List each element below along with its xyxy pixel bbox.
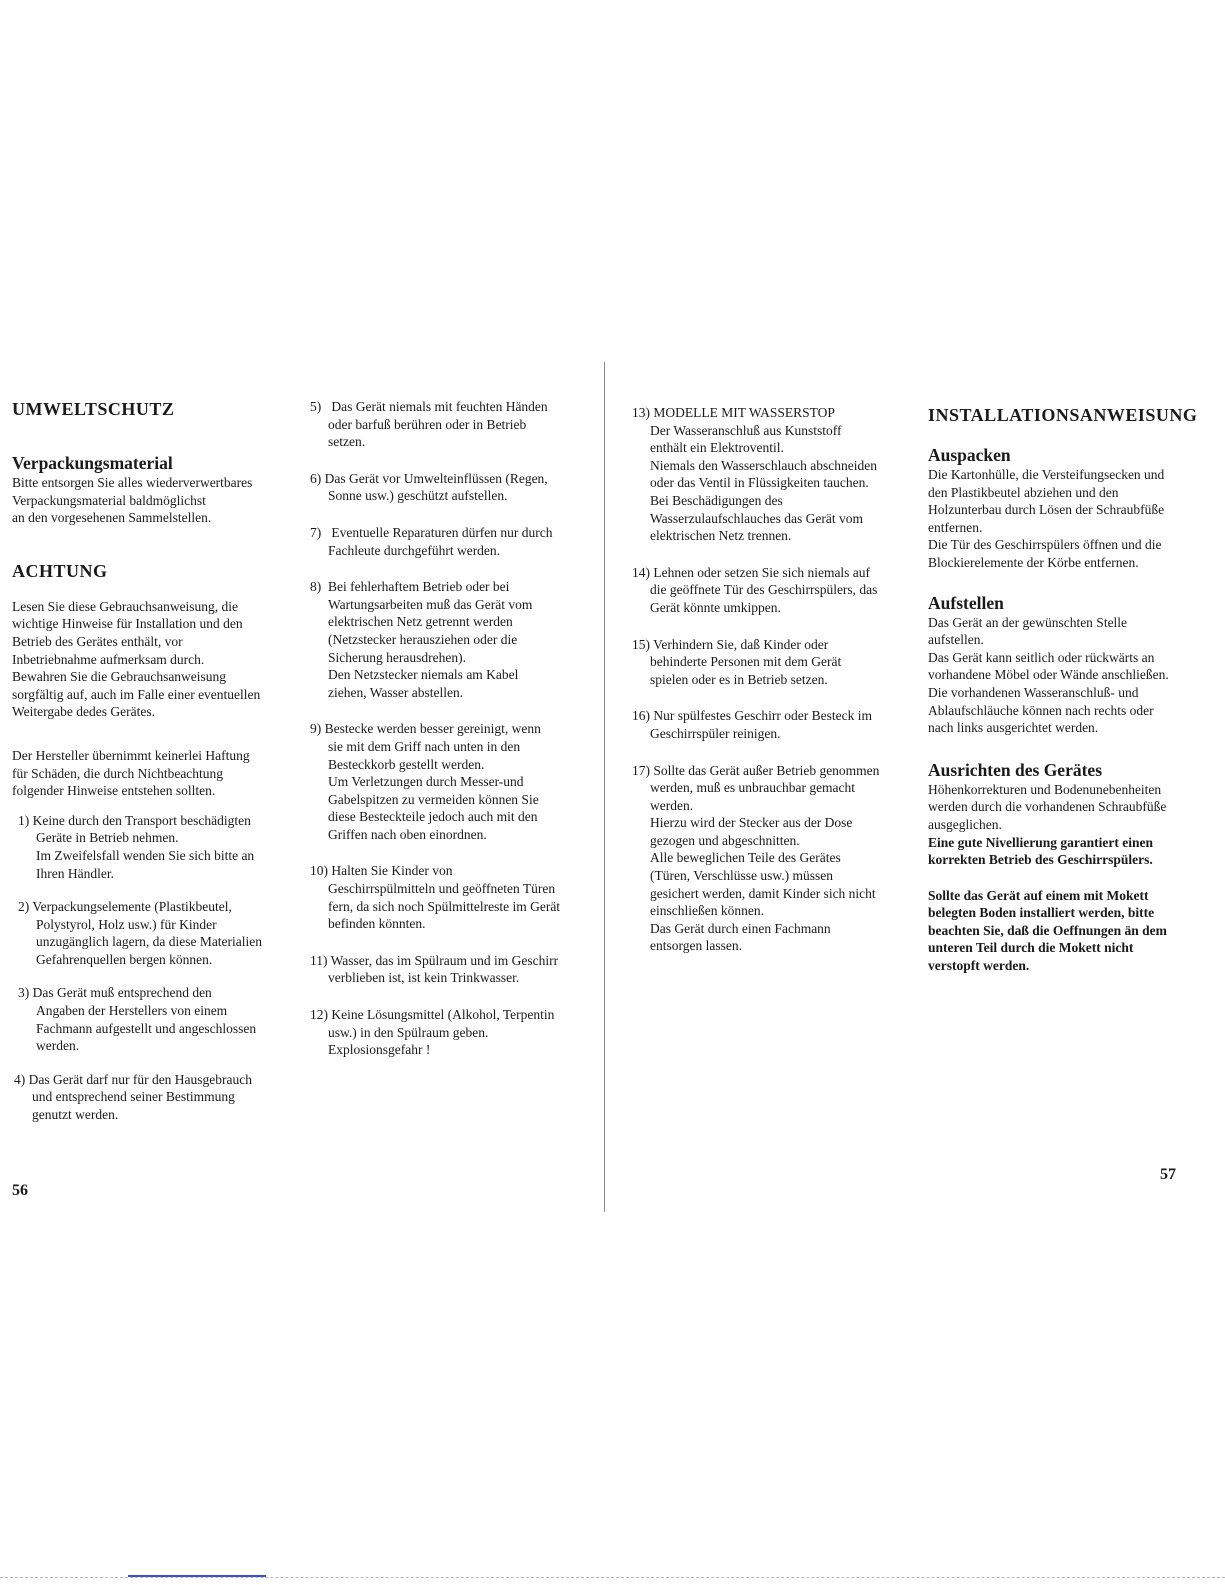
- text-line: Sonne usw.) geschützt aufstellen.: [328, 488, 508, 504]
- text-line: Der Hersteller übernimmt keinerlei Haftung: [12, 747, 250, 763]
- item-number: 10): [310, 863, 328, 879]
- text-line: Besteckkorb gestellt werden.: [328, 756, 485, 772]
- text-line: Bewahren Sie die Gebrauchsanweisung: [12, 669, 227, 685]
- text-line: verblieben ist, ist kein Trinkwasser.: [328, 970, 520, 986]
- text-line: Höhenkorrekturen und Bodenunebenheiten: [928, 781, 1162, 797]
- text-line: Keine Lösungsmittel (Alkohol, Terpentin: [331, 1007, 555, 1023]
- umweltschutz-title: UMWELTSCHUTZ: [12, 399, 175, 419]
- text-line: aufstellen.: [928, 632, 984, 648]
- text-line: Blockierelemente der Körbe entfernen.: [928, 554, 1139, 570]
- text-line: elektrischen Netz getrennt werden: [328, 614, 513, 630]
- text-line: spielen oder es in Betrieb setzen.: [650, 671, 828, 687]
- text-line: Verhindern Sie, daß Kinder oder: [653, 636, 829, 652]
- text-line: für Schäden, die durch Nichtbeachtung: [12, 765, 224, 781]
- text-line: Alle beweglichen Teile des Gerätes: [650, 850, 841, 866]
- item-number: 5): [310, 399, 322, 414]
- text-line: oder das Ventil in Flüssigkeiten tauchen.: [650, 475, 869, 491]
- item-number: 3): [18, 985, 30, 1001]
- item-number: 16): [632, 708, 650, 724]
- text-line: Um Verletzungen durch Messer-und: [328, 774, 524, 790]
- text-line: setzen.: [328, 434, 366, 450]
- text-line: Den Netzstecker niemals am Kabel: [328, 667, 519, 683]
- list-item: [310, 470, 590, 505]
- bold-text-line: verstopft werden.: [928, 958, 1030, 974]
- text-line: behinderte Personen mit dem Gerät: [650, 654, 842, 670]
- text-line: Fachleute durchgeführt werden.: [328, 542, 501, 558]
- text-line: genutzt werden.: [32, 1107, 119, 1123]
- text-line: usw.) in den Spülraum geben.: [328, 1024, 489, 1040]
- list-item: [632, 636, 907, 689]
- text-line: Betrieb des Gerätes enthält, vor: [12, 633, 183, 649]
- text-line: Gefahrenquellen bergen können.: [36, 951, 213, 967]
- list-item: [632, 762, 907, 956]
- text-line: Das Gerät vor Umwelteinflüssen (Regen,: [324, 470, 548, 486]
- text-line: Geschirrspüler reinigen.: [650, 725, 781, 741]
- text-line: Explosionsgefahr !: [328, 1042, 431, 1058]
- text-line: MODELLE MIT WASSERSTOP: [653, 405, 835, 420]
- text-line: Ablaufschläuche können nach rechts oder: [928, 702, 1154, 718]
- text-line: einschließen können.: [650, 903, 764, 919]
- page-fold-divider: [604, 362, 605, 1212]
- text-line: entsorgen lassen.: [650, 938, 742, 954]
- text-line: gesichert werden, damit Kinder sich nicht: [650, 885, 876, 901]
- ausrichten-heading: Ausrichten des Gerätes: [928, 759, 1103, 780]
- text-line: vorhandene Möbel oder Wände anschließen.: [928, 667, 1169, 683]
- bottom-accent-line: [128, 1575, 266, 1577]
- text-line: Im Zweifelsfall wenden Sie sich bitte an: [36, 847, 255, 863]
- text-line: Sicherung herausdrehen).: [328, 649, 466, 665]
- auspacken-heading: Auspacken: [928, 445, 1011, 465]
- bold-text-line: beachten Sie, daß die Oeffnungen än dem: [928, 922, 1167, 938]
- text-line: Angaben der Herstellers von einem: [36, 1003, 228, 1019]
- text-line: ziehen, Wasser abstellen.: [328, 684, 464, 700]
- text-line: (Türen, Verschlüsse usw.) müssen: [650, 868, 833, 884]
- text-line: (Netzstecker herausziehen oder die: [328, 631, 518, 647]
- aufstellen-heading: Aufstellen: [928, 592, 1004, 613]
- text-line: Die vorhandenen Wasseranschluß- und: [928, 684, 1139, 700]
- list-item: [632, 404, 907, 545]
- text-line: Der Wasseranschluß aus Kunststoff: [650, 422, 842, 438]
- list-item: [632, 564, 907, 617]
- bold-text-line: Sollte das Gerät auf einem mit Mokett: [928, 887, 1149, 903]
- list-item: [12, 812, 297, 882]
- installationsanweisung-title: INSTALLATIONSANWEISUNG: [928, 405, 1198, 425]
- item-number: 13): [632, 405, 650, 420]
- text-line: Die Tür des Geschirrspülers öffnen und die: [928, 537, 1162, 553]
- text-line: wichtige Hinweise für Installation und den: [12, 616, 243, 632]
- text-line: Holzunterbau durch Lösen der Schraubfüße: [928, 502, 1165, 518]
- text-line: entfernen.: [928, 519, 983, 535]
- text-line: Das Gerät durch einen Fachmann: [650, 920, 831, 936]
- right-page-column-1: [632, 404, 907, 955]
- text-line: Ihren Händler.: [36, 865, 114, 881]
- text-line: Keine durch den Transport beschädigten: [32, 812, 251, 828]
- text-line: sie mit dem Griff nach unten in den: [328, 738, 521, 754]
- list-item: [12, 984, 297, 1054]
- list-item: [12, 898, 297, 968]
- bold-text-line: unteren Teil durch die Mokett nicht: [928, 940, 1134, 956]
- text-line: Inbetriebnahme aufmerksam durch.: [12, 651, 205, 667]
- text-line: Das Gerät darf nur für den Hausgebrauch: [28, 1071, 253, 1087]
- text-line: Gabelspitzen zu vermeiden können Sie: [328, 791, 539, 807]
- item-number: 1): [18, 812, 30, 828]
- page-number-right: 57: [1160, 1166, 1176, 1183]
- text-line: an den vorgesehenen Sammelstellen.: [12, 510, 212, 526]
- left-page-column-2: [310, 398, 590, 1059]
- text-line: Das Gerät niemals mit feuchten Händen: [331, 399, 548, 414]
- text-line: und entsprechend seiner Bestimmung: [32, 1089, 235, 1105]
- text-line: sorgfältig auf, auch im Falle einer eventuellen: [12, 686, 261, 702]
- text-line: Bei Beschädigungen des: [650, 492, 783, 508]
- text-line: Geschirrspülmitteln und geöffneten Türen: [328, 881, 556, 897]
- text-line: Bei fehlerhaftem Betrieb oder bei: [328, 579, 510, 595]
- text-line: Die Kartonhülle, die Versteifungsecken und: [928, 467, 1165, 482]
- item-number: 11): [310, 952, 328, 968]
- item-number: 4): [14, 1071, 26, 1087]
- text-line: werden durch die vorhandenen Schraubfüße: [928, 799, 1167, 815]
- achtung-paragraph-2: [12, 747, 297, 800]
- list-item: [310, 398, 590, 451]
- text-line: Das Gerät muß entsprechend den: [32, 985, 212, 1001]
- item-number: 14): [632, 564, 650, 580]
- text-line: den Plastikbeutel abziehen und den: [928, 484, 1119, 500]
- text-line: gezogen und abgeschnitten.: [650, 832, 800, 848]
- item-number: 12): [310, 1007, 328, 1023]
- text-line: Geräte in Betrieb nehmen.: [36, 830, 179, 846]
- text-line: Polystyrol, Holz usw.) für Kinder: [36, 916, 217, 932]
- text-line: Eventuelle Reparaturen dürfen nur durch: [331, 524, 553, 540]
- item-number: 15): [632, 636, 650, 652]
- text-line: enthält ein Elektroventil.: [650, 440, 784, 456]
- item-number: 2): [18, 899, 30, 915]
- text-line: Nur spülfestes Geschirr oder Besteck im: [653, 708, 872, 724]
- left-page-column-1: [12, 398, 297, 1124]
- text-line: Fachmann aufgestellt und angeschlossen: [36, 1020, 257, 1036]
- text-line: folgender Hinweise entstehen sollten.: [12, 783, 216, 799]
- text-line: Hierzu wird der Stecker aus der Dose: [650, 815, 853, 831]
- text-line: Wasserzulaufschlauches das Gerät vom: [650, 510, 863, 526]
- text-line: befinden könnten.: [328, 916, 426, 932]
- item-number: 17): [632, 762, 650, 778]
- text-line: Wartungsarbeiten muß das Gerät vom: [328, 596, 533, 612]
- text-line: fern, da sich noch Spülmittelreste im Gerät: [328, 898, 561, 914]
- text-line: Sollte das Gerät außer Betrieb genommen: [653, 762, 880, 778]
- list-item: [310, 578, 590, 701]
- achtung-paragraph-1: [12, 598, 297, 721]
- text-line: Griffen nach oben einordnen.: [328, 826, 487, 842]
- text-line: Lehnen oder setzen Sie sich niemals auf: [653, 564, 871, 580]
- list-item: [310, 1006, 590, 1059]
- text-line: werden.: [36, 1038, 80, 1054]
- text-line: Verpackungselemente (Plastikbeutel,: [32, 899, 232, 915]
- text-line: unzugänglich lagern, da diese Materialien: [36, 934, 263, 950]
- text-line: nach links ausgerichtet werden.: [928, 720, 1099, 736]
- list-item: [310, 524, 590, 559]
- bottom-scan-edge: [0, 1577, 1225, 1578]
- item-number: 9): [310, 721, 322, 737]
- text-line: Wasser, das im Spülraum und im Geschirr: [330, 952, 559, 968]
- text-line: diese Besteckteile jedoch auch mit den: [328, 809, 538, 825]
- list-item: [12, 1071, 297, 1124]
- text-line: Weitergabe dedes Gerätes.: [12, 704, 155, 720]
- text-line: Bestecke werden besser gereinigt, wenn: [324, 721, 541, 737]
- text-line: Lesen Sie diese Gebrauchsanweisung, die: [12, 598, 239, 614]
- list-item: [310, 720, 590, 843]
- bold-text-line: korrekten Betrieb des Geschirrspülers.: [928, 852, 1153, 868]
- item-number: 8): [310, 579, 322, 595]
- list-item: [310, 862, 590, 932]
- list-item: [632, 707, 907, 742]
- text-line: Bitte entsorgen Sie alles wiederverwertbares: [12, 475, 253, 490]
- text-line: oder barfuß berühren oder in Betrieb: [328, 416, 527, 432]
- bold-text-line: belegten Boden installiert werden, bitte: [928, 905, 1155, 921]
- item-number: 6): [310, 470, 322, 486]
- text-line: Gerät könnte umkippen.: [650, 599, 781, 615]
- text-line: werden, muß es unbrauchbar gemacht: [650, 780, 856, 796]
- text-line: die geöffnete Tür des Geschirrspülers, das: [650, 582, 878, 598]
- text-line: ausgeglichen.: [928, 816, 1002, 832]
- list-item: [310, 952, 590, 987]
- text-line: Verpackungsmaterial baldmöglichst: [12, 492, 206, 508]
- text-line: elektrischen Netz trennen.: [650, 528, 792, 544]
- achtung-title: ACHTUNG: [12, 560, 108, 581]
- item-number: 7): [310, 524, 322, 540]
- page-number-left: 56: [12, 1182, 28, 1199]
- text-line: Niemals den Wasserschlauch abschneiden: [650, 457, 877, 473]
- verpackungsmaterial-heading: Verpackungsmaterial: [12, 453, 173, 473]
- right-page-column-2: [928, 404, 1198, 975]
- text-line: Das Gerät an der gewünschten Stelle: [928, 614, 1128, 630]
- text-line: werden.: [650, 797, 694, 813]
- text-line: Halten Sie Kinder von: [331, 863, 453, 879]
- bold-text-line: Eine gute Nivellierung garantiert einen: [928, 834, 1153, 850]
- text-line: Das Gerät kann seitlich oder rückwärts an: [928, 649, 1155, 665]
